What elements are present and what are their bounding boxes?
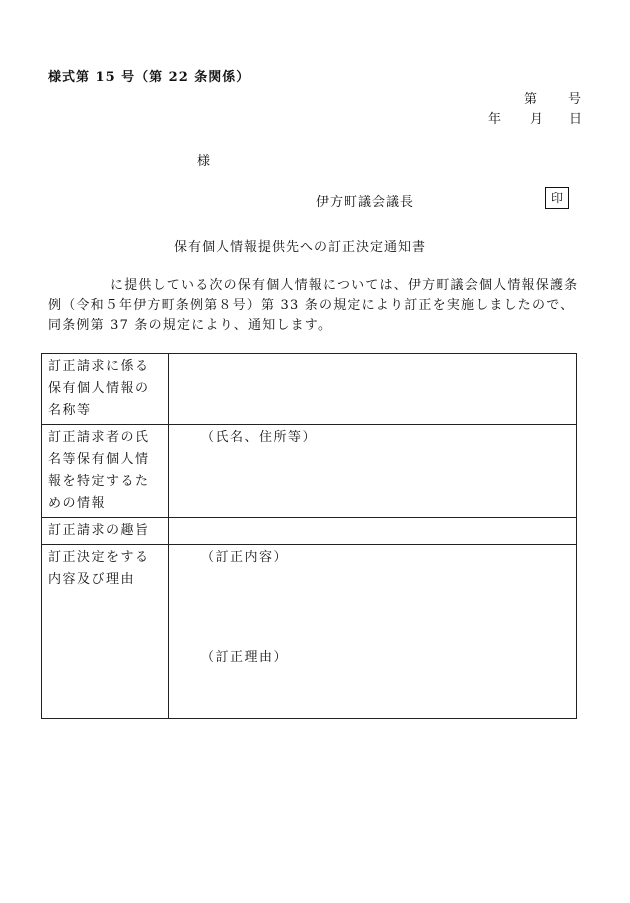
sender-name: 伊方町議会議長 <box>316 195 415 210</box>
doc-number-suffix: 号 <box>568 92 582 107</box>
table-row <box>42 425 577 518</box>
requester-note: （氏名、住所等） <box>201 430 318 445</box>
table-row <box>42 545 577 719</box>
body-text: に提供している次の保有個人情報については、伊方町議会個人情報保護条例（令和５年伊方町条例第８号）第 33 条の規定により訂正を実施しましたので、同条例第 37 条の規定により、通知します。 <box>48 278 579 333</box>
date-day-label: 日 <box>569 112 583 127</box>
table-value <box>169 354 577 425</box>
table-value <box>169 425 577 518</box>
table-value <box>169 545 577 719</box>
doc-number-prefix: 第 <box>524 92 538 107</box>
seal-box: 印 <box>545 187 569 209</box>
notice-table <box>41 353 577 719</box>
correction-content-note: （訂正内容） <box>201 550 289 565</box>
addressee-honorific: 様 <box>197 154 211 169</box>
body-paragraph <box>48 276 580 336</box>
table-label: 訂正決定をする 内容及び理由 <box>42 545 169 719</box>
form-number: 様式第 15 号（第 22 条関係） <box>48 70 251 85</box>
date-year-label: 年 <box>488 112 502 127</box>
table-row <box>42 518 577 545</box>
date-month-label: 月 <box>530 112 544 127</box>
correction-reason-note: （訂正理由） <box>201 650 289 665</box>
table-row <box>42 354 577 425</box>
document-title: 保有個人情報提供先への訂正決定通知書 <box>174 240 427 255</box>
table-label: 訂正請求の趣旨 <box>42 518 169 545</box>
table-label: 訂正請求者の氏 名等保有個人情 報を特定するた めの情報 <box>42 425 169 518</box>
table-label: 訂正請求に係る 保有個人情報の 名称等 <box>42 354 169 425</box>
table-value <box>169 518 577 545</box>
